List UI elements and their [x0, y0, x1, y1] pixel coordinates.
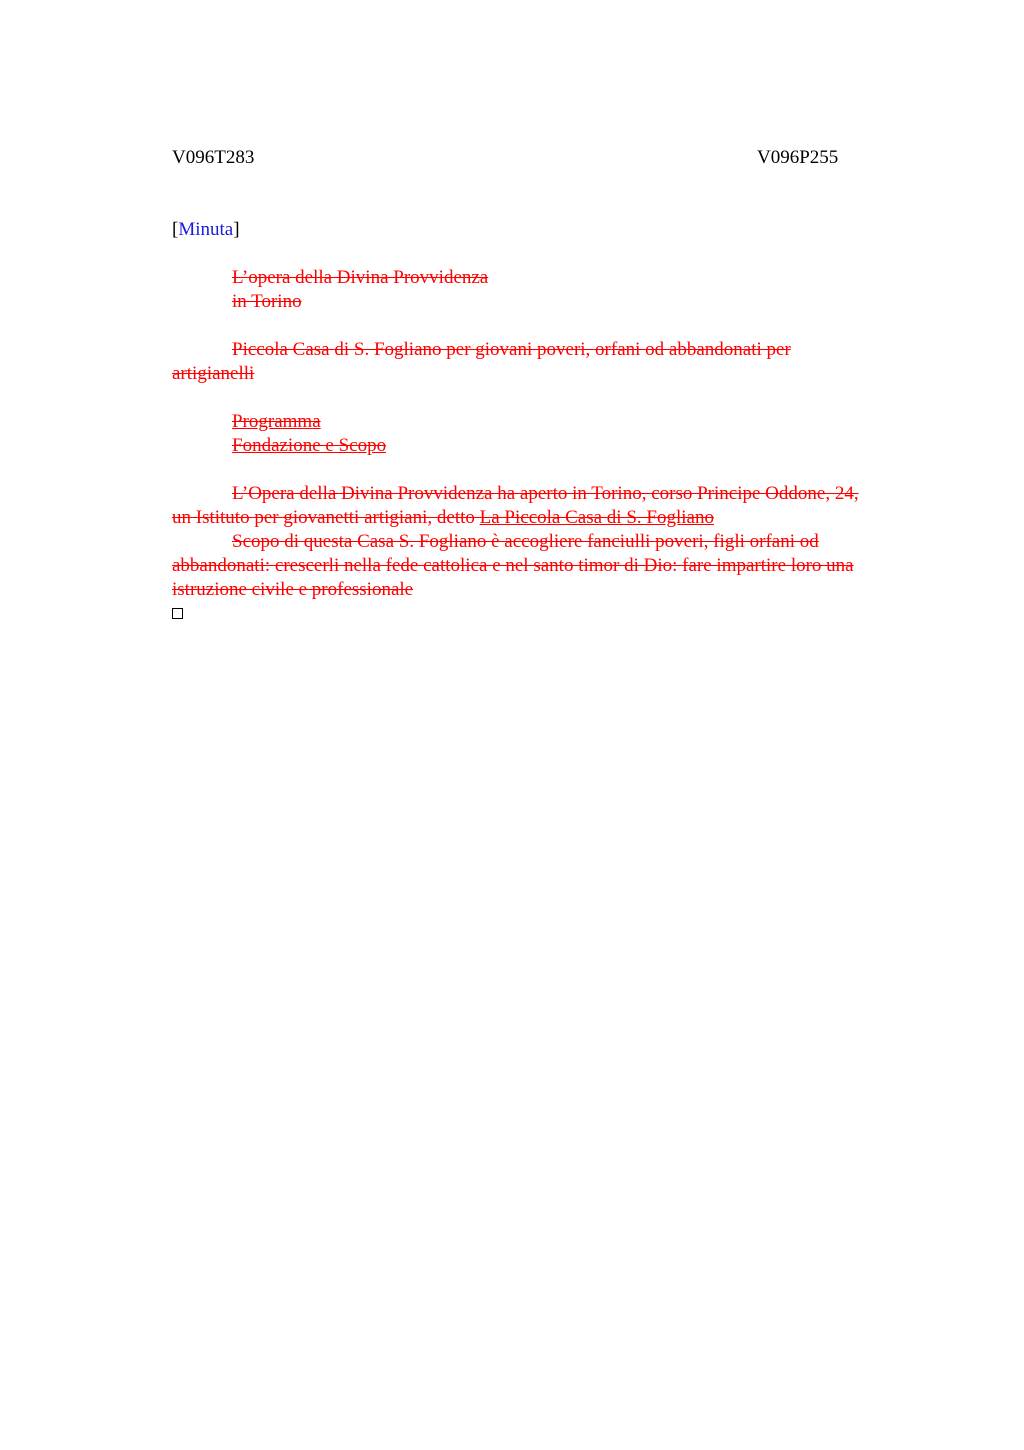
- end-mark: [172, 602, 924, 626]
- minuta-label: [172, 218, 924, 242]
- title-line-1: L’opera della Divina Provvidenza: [232, 267, 489, 288]
- paragraph-2-line-3: istruzione civile e professionale: [172, 579, 414, 600]
- paragraph-2-line-2: abbandonati: crescerli nella fede cattolica e nel santo timor di Dio: fare impartire loro una: [172, 555, 854, 576]
- document-body: [172, 218, 924, 626]
- piccola-casa-name: La Piccola Casa di S. Fogliano: [479, 507, 714, 528]
- square-icon: [172, 608, 183, 619]
- minuta-text: Minuta: [178, 219, 234, 240]
- section-programma: Programma: [232, 411, 321, 432]
- paragraph-1-line-1: L’Opera della Divina Provvidenza ha aperto in Torino, corso Principe Oddone, 24,: [232, 483, 859, 504]
- document-code-right: V096P255: [757, 147, 839, 168]
- subtitle-line-1: Piccola Casa di S. Fogliano per giovani poveri, orfani od abbandonati per: [232, 339, 791, 360]
- title-line-2: in Torino: [232, 291, 302, 312]
- paragraph-1-line-2: un Istituto per giovanetti artigiani, detto La Piccola Casa di S. Fogliano: [172, 507, 714, 528]
- paragraph-2-line-1: Scopo di questa Casa S. Fogliano è accogliere fanciulli poveri, figli orfani od: [232, 531, 819, 552]
- close-bracket: ]: [233, 219, 240, 240]
- open-bracket: [: [172, 219, 179, 240]
- document-code-left: V096T283: [172, 147, 255, 168]
- section-fondazione: Fondazione e Scopo: [232, 435, 387, 456]
- subtitle-line-2: artigianelli: [172, 363, 255, 384]
